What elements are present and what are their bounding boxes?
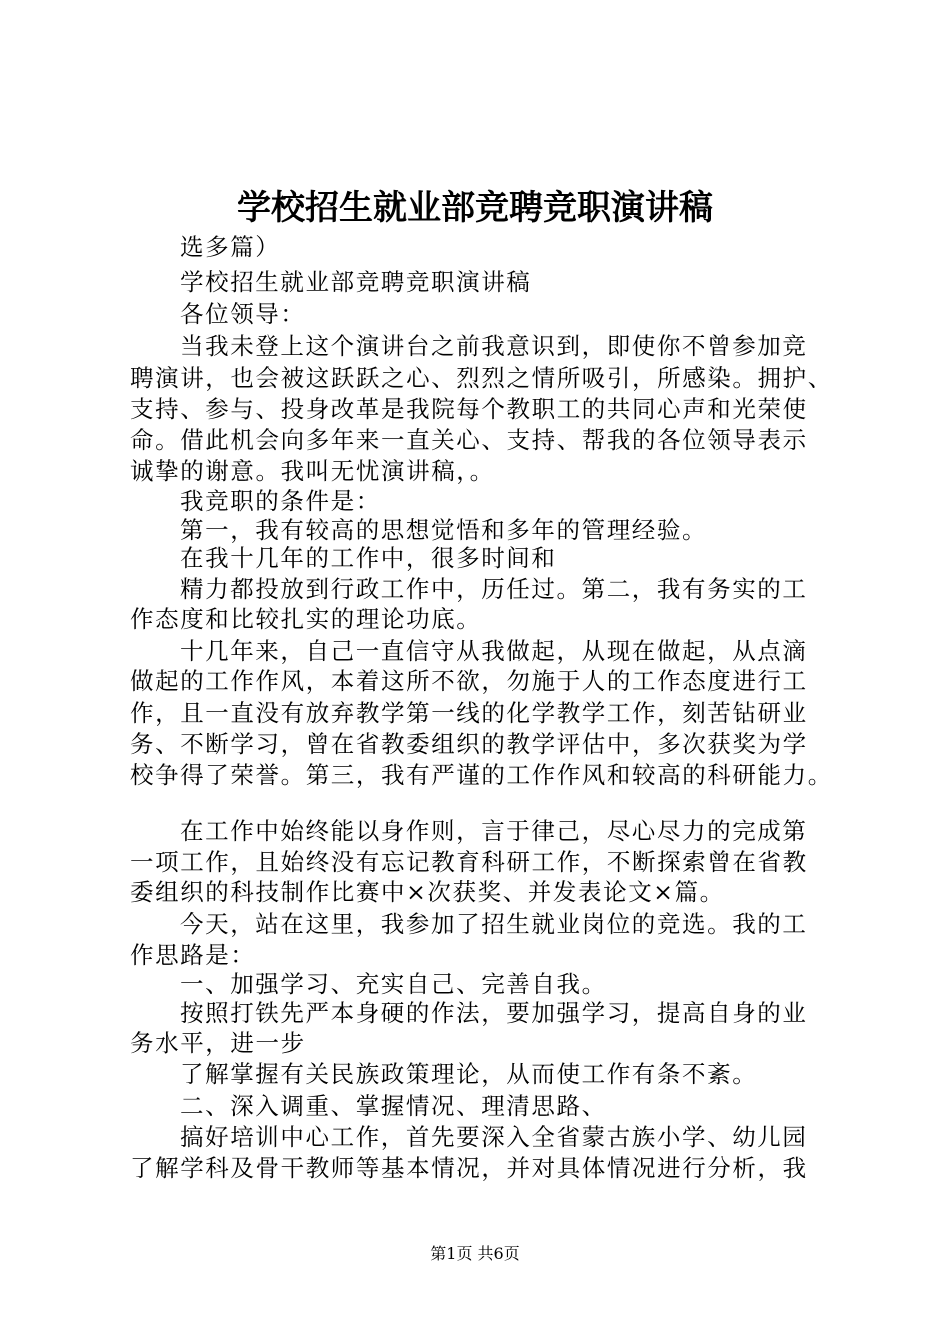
text-line: 作，且一直没有放弃教学第一线的化学教学工作，刻苦钻研业: [130, 699, 808, 727]
text-line: 了解学科及骨干教师等基本情况，并对具体情况进行分析，我: [130, 1154, 808, 1182]
text-line: 委组织的科技制作比赛中×次获奖、并发表论文×篇。: [130, 878, 725, 906]
text-line: 在工作中始终能以身作则，言于律己，尽心尽力的完成第: [180, 817, 808, 845]
text-line: 学校招生就业部竞聘竞职演讲稿: [180, 268, 532, 296]
text-line: 命。借此机会向多年来一直关心、支持、帮我的各位领导表示: [130, 426, 808, 454]
document-title: 学校招生就业部竞聘竞职演讲稿: [237, 188, 713, 228]
text-line: 各位领导：: [180, 300, 306, 328]
text-line: 诚挚的谢意。我叫无忧演讲稿，。: [130, 457, 495, 485]
text-line: 选多篇）: [180, 233, 281, 261]
text-line: 精力都投放到行政工作中，历任过。第二，我有务实的工: [180, 575, 808, 603]
text-line: 校争得了荣誉。第三，我有严谨的工作作风和较高的科研能力。: [130, 761, 833, 789]
text-line: 作态度和比较扎实的理论功底。: [130, 605, 482, 633]
text-line: 在我十几年的工作中，很多时间和: [180, 544, 557, 572]
text-line: 务水平，进一步: [130, 1029, 306, 1057]
text-line: 一项工作，且始终没有忘记教育科研工作，不断探索曾在省教: [130, 848, 808, 876]
text-line: 了解掌握有关民族政策理论，从而使工作有条不紊。: [180, 1060, 758, 1088]
text-line: 我竞职的条件是：: [180, 487, 381, 515]
text-line: 搞好培训中心工作，首先要深入全省蒙古族小学、幼儿园: [180, 1123, 808, 1151]
text-line: 支持、参与、投身改革是我院每个教职工的共同心声和光荣使: [130, 395, 808, 423]
text-line: 按照打铁先严本身硬的作法，要加强学习，提高自身的业: [180, 999, 808, 1027]
text-line: 当我未登上这个演讲台之前我意识到，即使你不曾参加竞: [180, 332, 808, 360]
text-line: 聘演讲，也会被这跃跃之心、烈烈之情所吸引，所感染。拥护、: [130, 364, 833, 392]
text-line: 务、不断学习，曾在省教委组织的教学评估中，多次获奖为学: [130, 730, 808, 758]
text-line: 今天，站在这里，我参加了招生就业岗位的竞选。我的工: [180, 910, 808, 938]
text-line: 十几年来，自己一直信守从我做起，从现在做起，从点滴: [180, 637, 808, 665]
text-line: 第一，我有较高的思想觉悟和多年的管理经验。: [180, 516, 708, 544]
text-line: 做起的工作作风，本着这所不欲，勿施于人的工作态度进行工: [130, 667, 808, 695]
page-number: 第1页 共6页: [430, 1244, 520, 1263]
text-line: 二、深入调重、掌握情况、理清思路、: [180, 1092, 607, 1120]
text-line: 作思路是：: [130, 941, 256, 969]
text-line: 一、加强学习、充实自己、完善自我。: [180, 970, 607, 998]
